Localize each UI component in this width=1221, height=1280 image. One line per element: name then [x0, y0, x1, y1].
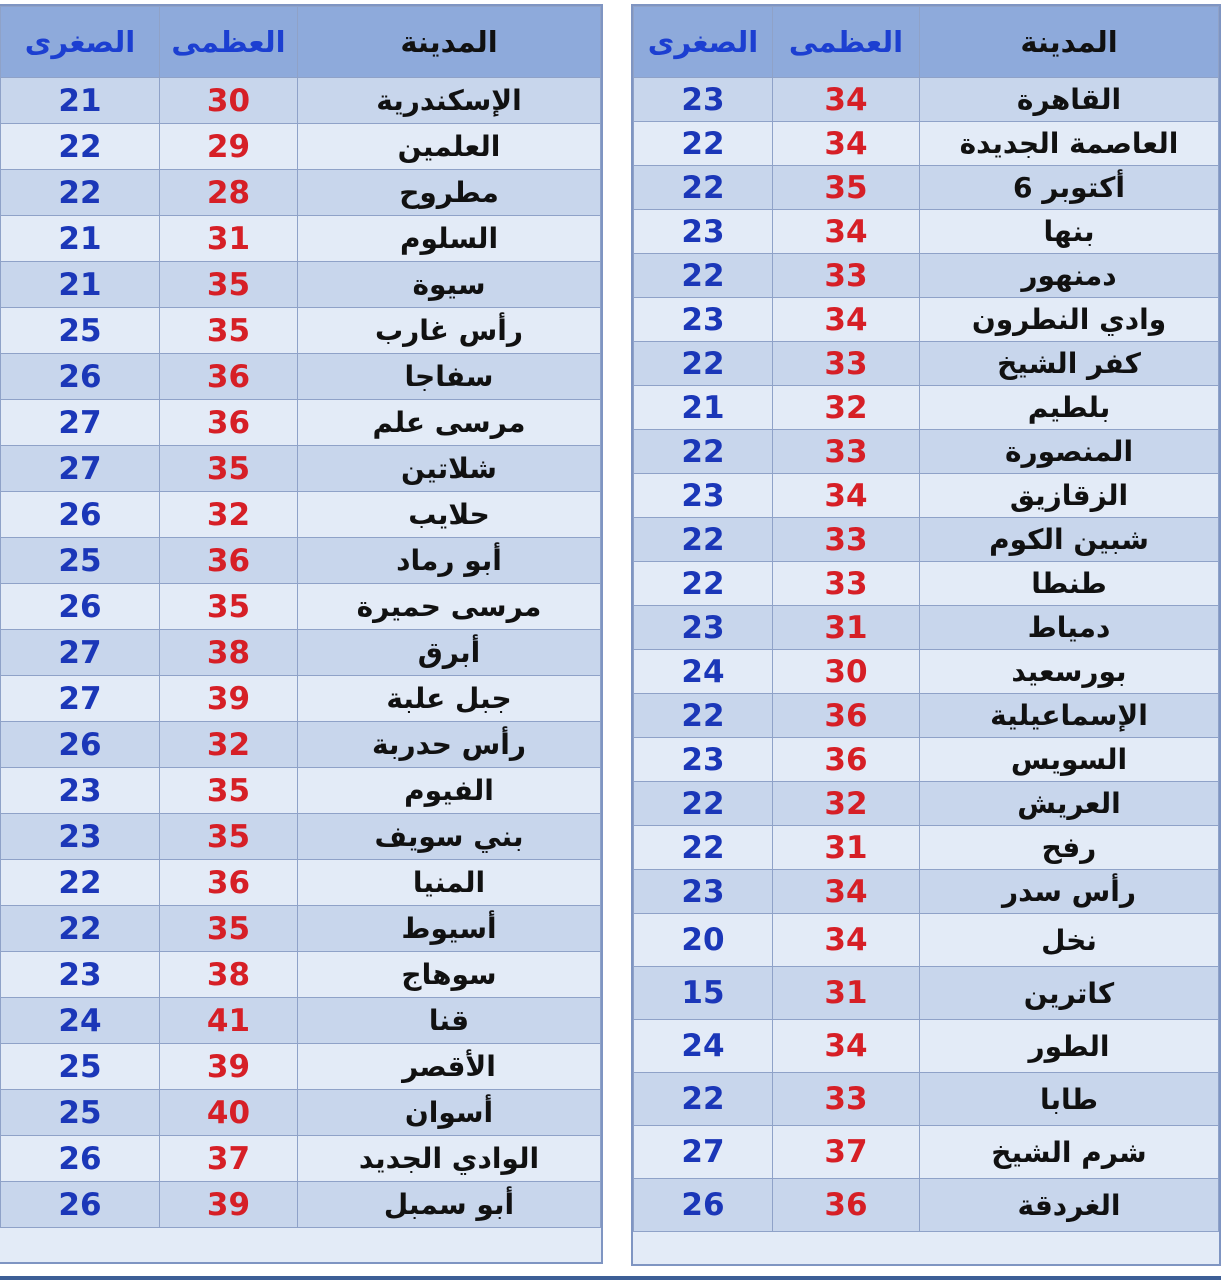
table-row	[1, 1136, 601, 1182]
max-temp-cell: 28	[160, 170, 298, 216]
left-temperature-table	[0, 6, 601, 1228]
min-temp-cell: 26	[1, 1182, 160, 1228]
header-min: الصغرى	[1, 7, 160, 78]
table-row	[1, 354, 601, 400]
city-name-cell: دمنهور	[920, 254, 1219, 298]
max-temp-cell: 30	[773, 650, 920, 694]
table-row	[1, 1044, 601, 1090]
city-name-cell: شرم الشيخ	[920, 1126, 1219, 1179]
city-name-cell: العاصمة الجديدة	[920, 122, 1219, 166]
city-name-cell: السويس	[920, 738, 1219, 782]
header-city: المدينة	[920, 7, 1219, 78]
max-temp-cell: 38	[160, 952, 298, 998]
table-row	[1, 630, 601, 676]
min-temp-cell: 22	[634, 1073, 773, 1126]
min-temp-cell: 22	[634, 122, 773, 166]
right-table-header-row	[634, 7, 1219, 78]
max-temp-cell: 36	[160, 538, 298, 584]
city-name-cell: قنا	[298, 998, 601, 1044]
left-table-body	[1, 78, 601, 1228]
min-temp-cell: 24	[634, 1020, 773, 1073]
table-row	[634, 826, 1219, 870]
max-temp-cell: 34	[773, 1020, 920, 1073]
max-temp-cell: 34	[773, 78, 920, 122]
max-temp-cell: 33	[773, 342, 920, 386]
max-temp-cell: 39	[160, 1044, 298, 1090]
city-name-cell: رأس سدر	[920, 870, 1219, 914]
table-row	[634, 430, 1219, 474]
table-row	[1, 400, 601, 446]
city-name-cell: أبو سمبل	[298, 1182, 601, 1228]
max-temp-cell: 35	[160, 906, 298, 952]
table-row	[1, 952, 601, 998]
table-row	[1, 1090, 601, 1136]
header-city: المدينة	[298, 7, 601, 78]
city-name-cell: حلايب	[298, 492, 601, 538]
city-name-cell: الإسكندرية	[298, 78, 601, 124]
max-temp-cell: 35	[160, 814, 298, 860]
max-temp-cell: 31	[160, 216, 298, 262]
table-row	[634, 870, 1219, 914]
city-name-cell: الأقصر	[298, 1044, 601, 1090]
bottom-border-bar	[0, 1276, 1221, 1280]
table-row	[634, 474, 1219, 518]
max-temp-cell: 33	[773, 254, 920, 298]
max-temp-cell: 35	[160, 768, 298, 814]
max-temp-cell: 33	[773, 562, 920, 606]
min-temp-cell: 22	[634, 826, 773, 870]
min-temp-cell: 26	[1, 354, 160, 400]
min-temp-cell: 22	[1, 860, 160, 906]
city-name-cell: مرسى علم	[298, 400, 601, 446]
min-temp-cell: 26	[634, 1179, 773, 1232]
city-name-cell: رفح	[920, 826, 1219, 870]
table-row	[1, 676, 601, 722]
city-name-cell: بني سويف	[298, 814, 601, 860]
city-name-cell: شبين الكوم	[920, 518, 1219, 562]
max-temp-cell: 34	[773, 914, 920, 967]
table-row	[634, 386, 1219, 430]
max-temp-cell: 36	[160, 860, 298, 906]
left-table-header-row	[1, 7, 601, 78]
table-row	[634, 606, 1219, 650]
city-name-cell: سوهاج	[298, 952, 601, 998]
table-row	[634, 78, 1219, 122]
city-name-cell: الطور	[920, 1020, 1219, 1073]
min-temp-cell: 23	[1, 768, 160, 814]
table-row	[634, 254, 1219, 298]
table-row	[1, 492, 601, 538]
max-temp-cell: 35	[160, 584, 298, 630]
city-name-cell: رأس غارب	[298, 308, 601, 354]
min-temp-cell: 24	[634, 650, 773, 694]
table-row	[634, 782, 1219, 826]
max-temp-cell: 34	[773, 870, 920, 914]
min-temp-cell: 22	[634, 518, 773, 562]
min-temp-cell: 22	[634, 694, 773, 738]
table-row	[1, 906, 601, 952]
min-temp-cell: 27	[1, 446, 160, 492]
min-temp-cell: 21	[1, 262, 160, 308]
city-name-cell: المنيا	[298, 860, 601, 906]
city-name-cell: 6 أكتوبر	[920, 166, 1219, 210]
max-temp-cell: 30	[160, 78, 298, 124]
min-temp-cell: 20	[634, 914, 773, 967]
max-temp-cell: 34	[773, 474, 920, 518]
table-row	[634, 650, 1219, 694]
right-temperature-table-panel	[631, 4, 1221, 1266]
max-temp-cell: 37	[773, 1126, 920, 1179]
table-row	[634, 166, 1219, 210]
min-temp-cell: 21	[634, 386, 773, 430]
max-temp-cell: 39	[160, 676, 298, 722]
city-name-cell: وادي النطرون	[920, 298, 1219, 342]
min-temp-cell: 23	[634, 738, 773, 782]
table-row	[1, 814, 601, 860]
table-row	[634, 562, 1219, 606]
max-temp-cell: 36	[773, 738, 920, 782]
min-temp-cell: 27	[634, 1126, 773, 1179]
min-temp-cell: 22	[634, 254, 773, 298]
max-temp-cell: 37	[160, 1136, 298, 1182]
min-temp-cell: 22	[634, 562, 773, 606]
table-row	[634, 518, 1219, 562]
table-row	[1, 308, 601, 354]
city-name-cell: بنها	[920, 210, 1219, 254]
max-temp-cell: 32	[160, 492, 298, 538]
min-temp-cell: 23	[634, 210, 773, 254]
table-row	[1, 584, 601, 630]
min-temp-cell: 26	[1, 722, 160, 768]
city-name-cell: بورسعيد	[920, 650, 1219, 694]
min-temp-cell: 22	[1, 906, 160, 952]
table-row	[1, 170, 601, 216]
table-row	[634, 210, 1219, 254]
min-temp-cell: 22	[1, 124, 160, 170]
min-temp-cell: 23	[634, 78, 773, 122]
table-row	[634, 298, 1219, 342]
table-row	[1, 1182, 601, 1228]
min-temp-cell: 26	[1, 1136, 160, 1182]
max-temp-cell: 29	[160, 124, 298, 170]
max-temp-cell: 33	[773, 430, 920, 474]
city-name-cell: الفيوم	[298, 768, 601, 814]
city-name-cell: الغردقة	[920, 1179, 1219, 1232]
max-temp-cell: 39	[160, 1182, 298, 1228]
min-temp-cell: 21	[1, 216, 160, 262]
city-name-cell: السلوم	[298, 216, 601, 262]
header-min: الصغرى	[634, 7, 773, 78]
right-temperature-table	[633, 6, 1219, 1232]
table-row	[634, 1073, 1219, 1126]
max-temp-cell: 34	[773, 210, 920, 254]
table-row	[1, 78, 601, 124]
max-temp-cell: 36	[773, 1179, 920, 1232]
max-temp-cell: 36	[160, 354, 298, 400]
city-name-cell: المنصورة	[920, 430, 1219, 474]
table-row	[1, 860, 601, 906]
min-temp-cell: 26	[1, 584, 160, 630]
max-temp-cell: 36	[773, 694, 920, 738]
min-temp-cell: 22	[634, 782, 773, 826]
min-temp-cell: 15	[634, 967, 773, 1020]
city-name-cell: القاهرة	[920, 78, 1219, 122]
city-name-cell: أبرق	[298, 630, 601, 676]
right-table-body	[634, 78, 1219, 1232]
table-row	[634, 122, 1219, 166]
table-row	[634, 1020, 1219, 1073]
min-temp-cell: 25	[1, 538, 160, 584]
min-temp-cell: 25	[1, 1090, 160, 1136]
min-temp-cell: 25	[1, 308, 160, 354]
min-temp-cell: 27	[1, 630, 160, 676]
max-temp-cell: 36	[160, 400, 298, 446]
left-temperature-table-panel	[0, 4, 603, 1264]
table-row	[1, 446, 601, 492]
header-max: العظمى	[773, 7, 920, 78]
max-temp-cell: 35	[160, 262, 298, 308]
max-temp-cell: 33	[773, 1073, 920, 1126]
min-temp-cell: 27	[1, 400, 160, 446]
city-name-cell: مطروح	[298, 170, 601, 216]
city-name-cell: بلطيم	[920, 386, 1219, 430]
city-name-cell: العلمين	[298, 124, 601, 170]
city-name-cell: طابا	[920, 1073, 1219, 1126]
min-temp-cell: 23	[634, 870, 773, 914]
city-name-cell: نخل	[920, 914, 1219, 967]
city-name-cell: الزقازيق	[920, 474, 1219, 518]
max-temp-cell: 33	[773, 518, 920, 562]
table-row	[1, 262, 601, 308]
table-row	[634, 1179, 1219, 1232]
city-name-cell: دمياط	[920, 606, 1219, 650]
max-temp-cell: 35	[160, 308, 298, 354]
table-row	[1, 768, 601, 814]
min-temp-cell: 23	[634, 606, 773, 650]
max-temp-cell: 31	[773, 826, 920, 870]
table-row	[1, 722, 601, 768]
table-row	[1, 124, 601, 170]
city-name-cell: كاترين	[920, 967, 1219, 1020]
min-temp-cell: 21	[1, 78, 160, 124]
max-temp-cell: 31	[773, 967, 920, 1020]
min-temp-cell: 25	[1, 1044, 160, 1090]
max-temp-cell: 41	[160, 998, 298, 1044]
table-row	[634, 694, 1219, 738]
max-temp-cell: 34	[773, 122, 920, 166]
table-row	[1, 998, 601, 1044]
min-temp-cell: 23	[634, 298, 773, 342]
city-name-cell: أسوان	[298, 1090, 601, 1136]
city-name-cell: طنطا	[920, 562, 1219, 606]
max-temp-cell: 32	[160, 722, 298, 768]
max-temp-cell: 32	[773, 782, 920, 826]
table-row	[634, 342, 1219, 386]
table-row	[1, 216, 601, 262]
table-row	[634, 967, 1219, 1020]
min-temp-cell: 23	[634, 474, 773, 518]
max-temp-cell: 40	[160, 1090, 298, 1136]
city-name-cell: مرسى حميرة	[298, 584, 601, 630]
city-name-cell: سفاجا	[298, 354, 601, 400]
city-name-cell: كفر الشيخ	[920, 342, 1219, 386]
min-temp-cell: 23	[1, 952, 160, 998]
max-temp-cell: 34	[773, 298, 920, 342]
table-row	[634, 914, 1219, 967]
city-name-cell: شلاتين	[298, 446, 601, 492]
min-temp-cell: 24	[1, 998, 160, 1044]
city-name-cell: الوادي الجديد	[298, 1136, 601, 1182]
max-temp-cell: 32	[773, 386, 920, 430]
city-name-cell: رأس حدربة	[298, 722, 601, 768]
min-temp-cell: 27	[1, 676, 160, 722]
max-temp-cell: 38	[160, 630, 298, 676]
max-temp-cell: 35	[773, 166, 920, 210]
max-temp-cell: 31	[773, 606, 920, 650]
min-temp-cell: 22	[634, 430, 773, 474]
min-temp-cell: 26	[1, 492, 160, 538]
header-max: العظمى	[160, 7, 298, 78]
city-name-cell: جبل علبة	[298, 676, 601, 722]
min-temp-cell: 22	[634, 342, 773, 386]
city-name-cell: أسيوط	[298, 906, 601, 952]
min-temp-cell: 22	[1, 170, 160, 216]
table-row	[634, 738, 1219, 782]
city-name-cell: الإسماعيلية	[920, 694, 1219, 738]
table-row	[1, 538, 601, 584]
table-row	[634, 1126, 1219, 1179]
city-name-cell: أبو رماد	[298, 538, 601, 584]
city-name-cell: العريش	[920, 782, 1219, 826]
city-name-cell: سيوة	[298, 262, 601, 308]
max-temp-cell: 35	[160, 446, 298, 492]
min-temp-cell: 22	[634, 166, 773, 210]
min-temp-cell: 23	[1, 814, 160, 860]
